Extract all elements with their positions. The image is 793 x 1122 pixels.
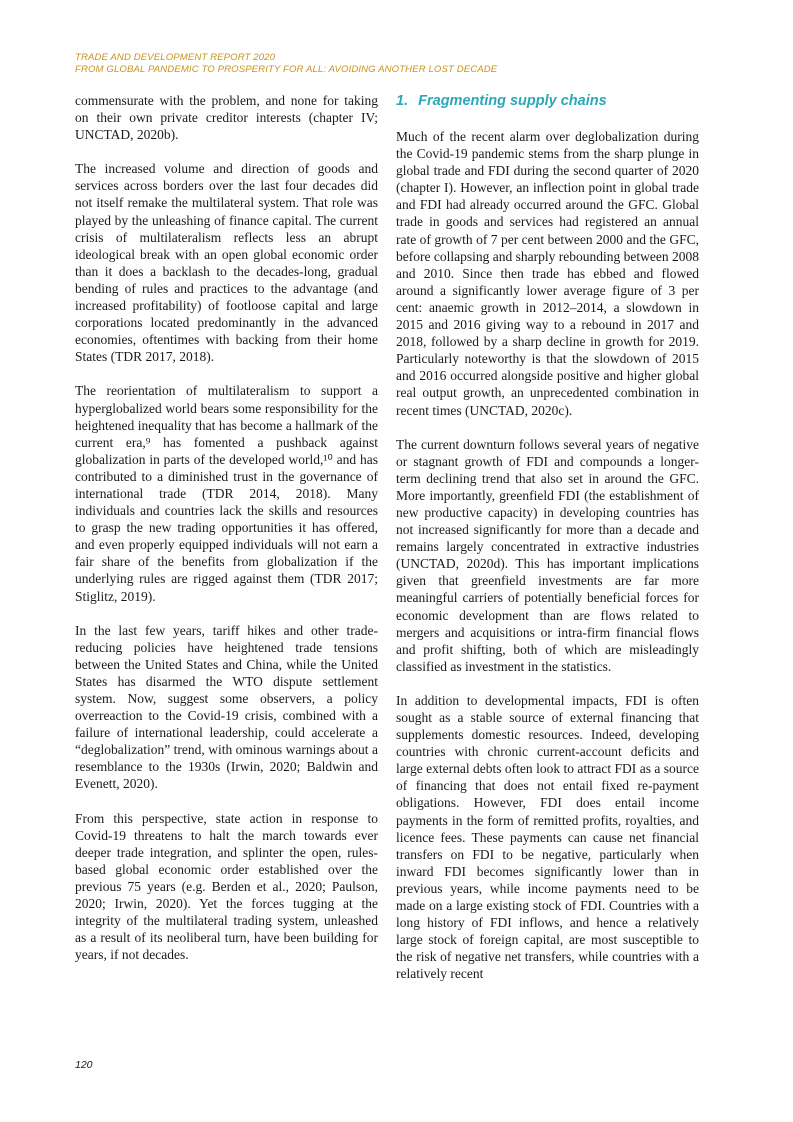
left-paragraph-5: From this perspective, state action in response to Covid-19 threatens to halt the march towards ever deeper trade integration, and splinter the open, rules-based global economic order established over the previous 75 years (e.g. Berden et al., 2020; Paulson, 2020; Irwin, 2020). Yet the forces tugging at the integrity of the multilateral trading system, unleashed as a result of its neoliberal turn, have been building for years, if not decades. [75, 810, 378, 963]
section-number: 1. [396, 93, 409, 109]
section-title: Fragmenting supply chains [418, 93, 607, 109]
report-title: TRADE AND DEVELOPMENT REPORT 2020 [75, 52, 276, 63]
running-header [75, 52, 715, 76]
right-paragraph-2: The current downturn follows several years of negative or stagnant growth of FDI and compounds a longer-term declining trend that also set in around the GFC. More importantly, greenfield FDI (the establishment of new productive capacity) in developing countries has not increased significantly for more than a decade and remains largely concentrated in extractive industries (UNCTAD, 2020d). This has important implications given that greenfield investments are far more meaningful carriers of potentially beneficial forces for economic development than are flows related to mergers and acquisitions or intra-firm financial flows and profit shifting, both of which are misleadingly classified as investment in the statistics. [396, 436, 699, 674]
right-paragraph-3: In addition to developmental impacts, FDI is often sought as a stable source of external financing that supplements domestic resources. Indeed, developing countries with chronic current-account deficits and large external debts often look to attract FDI as a source of financing that does not entail fixed re-payment obligations. However, FDI does entail income payments in the form of remitted profits, royalties, and licence fees. These payments can cause net financial transfers on FDI to be negative, particularly when inward FDI becomes significantly lower than in previous years, while income payments need to be made on a large existing stock of FDI. Countries with a long history of FDI inflows, and hence a relatively large stock of foreign capital, are most susceptible to the risk of negative net transfers, while countries with a relatively recent [396, 692, 699, 982]
right-column [396, 92, 699, 1000]
left-paragraph-2: The increased volume and direction of goods and services across borders over the last four decades did not itself remake the multilateral system. That role was played by the unleashing of finance capital. The current crisis of multilateralism reflects less an abrupt ideological break with an open global economic order than it does a backlash to the decades-long, gradual bending of rules and practices to the advantage (and increased profitability) of footloose capital and large corporations located predominantly in the advanced economies, oftentimes with backing from their home States (TDR 2017, 2018). [75, 161, 378, 365]
report-subtitle: FROM GLOBAL PANDEMIC TO PROSPERITY FOR ALL: AVOIDING ANOTHER LOST DECADE [75, 64, 498, 75]
left-column [75, 92, 378, 980]
left-paragraph-4: In the last few years, tariff hikes and other trade-reducing policies have heightened trade tensions between the United States and China, while the United States has disarmed the WTO dispute settlement system. Now, suggest some observers, a policy overreaction to the Covid-19 crisis, combined with a failure of international leadership, could accelerate a “deglobalization” trend, with ominous warnings about a resemblance to the 1930s (Irwin, 2020; Baldwin and Evenett, 2020). [75, 622, 378, 792]
section-heading [396, 92, 699, 110]
page-number: 120 [75, 1059, 93, 1071]
right-paragraph-1: Much of the recent alarm over deglobalization during the Covid-19 pandemic stems from the sharp plunge in global trade and FDI during the second quarter of 2020 (chapter I). However, an inflection point in global trade and FDI had already occurred around the GFC. Global trade in goods and services had registered an annual rate of growth of 7 per cent between 2000 and the GFC, before collapsing and sharply rebounding between 2008 and 2010. Since then trade has ebbed and flowed around a significantly lower average figure of 3 per cent: anaemic growth in 2012–2014, a slowdown in 2015 and 2016 giving way to a rebound in 2017 and 2018, followed by a sharp decline in growth for 2019. Particularly noteworthy is that the slowdown of 2015 and 2016 occurred alongside positive and higher global real output growth, an unprecedented combination in recent times (UNCTAD, 2020c). [396, 129, 699, 418]
left-paragraph-1: commensurate with the problem, and none for taking on their own private creditor interests (chapter IV; UNCTAD, 2020b). [75, 93, 378, 143]
left-paragraph-3: The reorientation of multilateralism to support a hyperglobalized world bears some responsibility for the heightened inequality that has become a hallmark of the current era,⁹ has fomented a pushback against globalization in parts of the developed world,¹⁰ and has contributed to a diminished trust in the governance of international trade (TDR 2014, 2018). Many individuals and countries lack the skills and resources to grasp the new trading opportunities it has offered, and even properly equipped individuals will not earn a fair share of the benefits from globalization if the underlying rules are rigged against them (TDR 2017; Stiglitz, 2019). [75, 383, 378, 604]
